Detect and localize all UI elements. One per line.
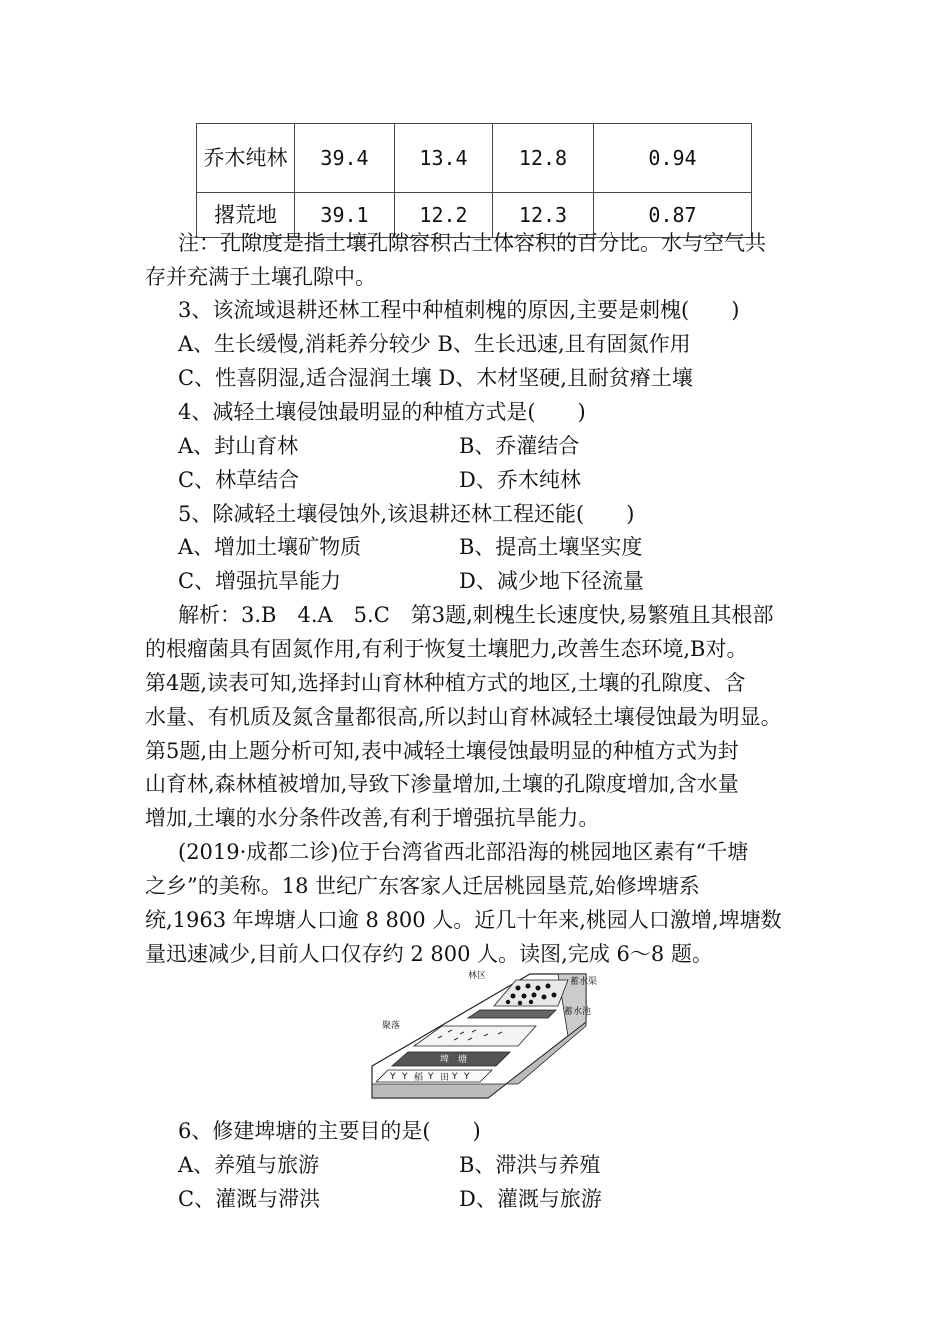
question-4-option-b: B、乔灌结合 [459, 434, 580, 458]
question-5-stem: 5、除减轻土壤侵蚀外,该退耕还林工程还能( ) [178, 502, 635, 526]
question-6-option-d: D、灌溉与旅游 [459, 1187, 602, 1211]
question-3-options-cd: C、性喜阴湿,适合湿润土壤 D、木材坚硬,且耐贫瘠土壤 [178, 366, 693, 390]
question-4-option-d: D、乔木纯林 [459, 468, 581, 492]
svg-text:Y: Y [402, 1072, 408, 1082]
table-cell: 39.4 [295, 124, 395, 193]
question-4-stem: 4、减轻土壤侵蚀最明显的种植方式是( ) [178, 400, 586, 424]
pond-system-diagram [368, 966, 600, 1106]
question-3-stem: 3、该流域退耕还林工程中种植刺槐的原因,主要是刺槐( ) [178, 298, 740, 322]
label-field: 田 [440, 1073, 450, 1083]
svg-text:Y: Y [464, 1072, 470, 1082]
note-line: 注：孔隙度是指土壤孔隙容积占土体容积的百分比。水与空气共 [178, 231, 766, 255]
soil-data-table [196, 123, 752, 238]
label-village: 聚落 [382, 1021, 401, 1031]
svg-text:Y: Y [452, 1072, 458, 1082]
question-5-option-b: B、提高土壤坚实度 [459, 535, 643, 559]
table-cell: 39.1 [295, 193, 395, 238]
table-cell: 13.4 [395, 124, 493, 193]
question-3-options-ab: A、生长缓慢,消耗养分较少 B、生长迅速,且有固氮作用 [178, 332, 691, 356]
note-line: 存并充满于土壤孔隙中。 [145, 265, 376, 289]
analysis-line: 第5题,由上题分析可知,表中减轻土壤侵蚀最明显的种植方式为封 [145, 739, 739, 763]
intro-line: (2019·成都二诊)位于台湾省西北部沿海的桃园地区素有“千塘 [178, 840, 749, 864]
analysis-line: 第4题,读表可知,选择封山育林种植方式的地区,土壤的孔隙度、含 [145, 671, 746, 695]
question-6-option-c: C、灌溉与滞洪 [178, 1187, 321, 1211]
label-rice: 稻 [414, 1073, 424, 1083]
table-row [197, 124, 752, 193]
intro-line: 统,1963 年埤塘人口逾 8 800 人。近几十年来,桃园人口激增,埤塘数 [145, 908, 782, 932]
question-6-option-a: A、养殖与旅游 [178, 1153, 320, 1177]
analysis-line: 水量、有机质及氮含量都很高,所以封山育林减轻土壤侵蚀最为明显。 [145, 705, 782, 729]
table-cell: 12.3 [493, 193, 594, 238]
intro-line: 量迅速减少,目前人口仅存约 2 800 人。读图,完成 6～8 题。 [145, 942, 713, 966]
analysis-line: 增加,土壤的水分条件改善,有利于增强抗旱能力。 [145, 806, 600, 830]
question-4-option-c: C、林草结合 [178, 468, 300, 492]
table-cell-name: 乔木纯林 [197, 124, 295, 193]
table-cell: 0.94 [594, 124, 752, 193]
table-cell-name: 撂荒地 [197, 193, 295, 238]
svg-text:Y: Y [390, 1072, 396, 1082]
question-5-option-a: A、增加土壤矿物质 [178, 535, 362, 559]
label-pool: 蓄水池 [564, 1007, 592, 1017]
svg-text:Y: Y [428, 1072, 434, 1082]
question-4-option-a: A、封山育林 [178, 434, 299, 458]
label-canal: 蓄水渠 [570, 977, 598, 987]
analysis-line: 解析：3.B 4.A 5.C 第3题,刺槐生长速度快,易繁殖且其根部 [178, 603, 774, 627]
label-forest: 林区 [468, 971, 487, 981]
question-6-option-b: B、滞洪与养殖 [459, 1153, 601, 1177]
intro-line: 之乡”的美称。18 世纪广东客家人迁居桃园垦荒,始修埤塘系 [145, 874, 700, 898]
analysis-line: 的根瘤菌具有固氮作用,有利于恢复土壤肥力,改善生态环境,B对。 [145, 637, 748, 661]
table-cell: 12.8 [493, 124, 594, 193]
question-5-option-d: D、减少地下径流量 [459, 569, 644, 593]
analysis-line: 山育林,森林植被增加,导致下渗量增加,土壤的孔隙度增加,含水量 [145, 772, 739, 796]
table-cell: 0.87 [594, 193, 752, 238]
question-6-stem: 6、修建埤塘的主要目的是( ) [178, 1119, 481, 1143]
table-cell: 12.2 [395, 193, 493, 238]
question-5-option-c: C、增强抗旱能力 [178, 569, 342, 593]
label-pond: 埤 塘 [440, 1055, 468, 1065]
